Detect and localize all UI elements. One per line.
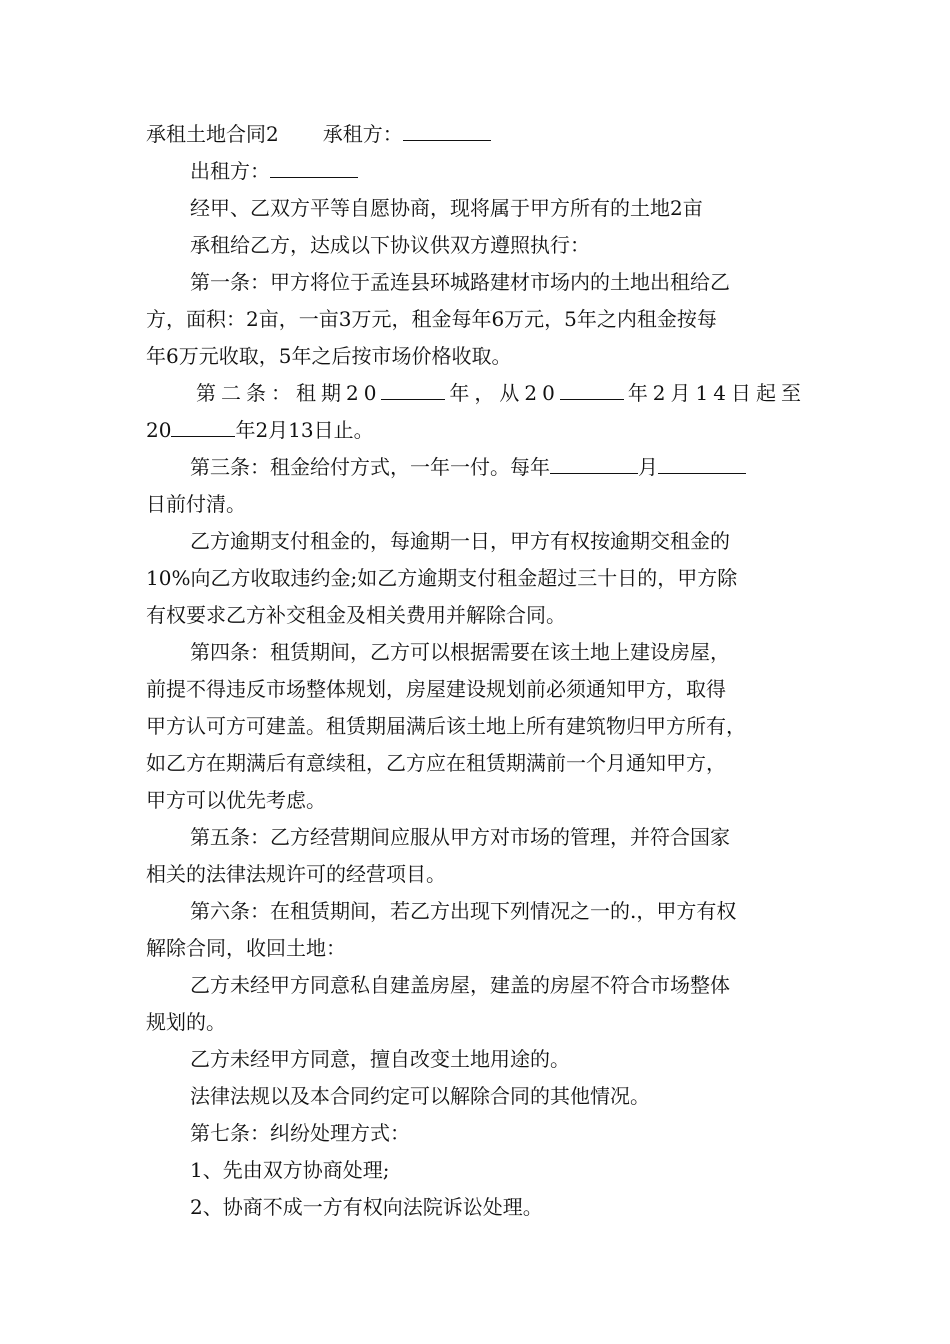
lessee-label: 承租方： <box>322 122 403 146</box>
article-2-part-a: 第二条：租期20 <box>196 375 445 412</box>
lessee-blank <box>403 118 491 141</box>
article-1-line-3: 年6万元收取，5年之后按市场价格收取。 <box>146 344 512 368</box>
article-7: 第七条：纠纷处理方式： <box>190 1121 410 1145</box>
payment-month-blank <box>550 451 638 474</box>
payment-text: 第三条：租金给付方式，一年一付。每年 <box>190 455 550 479</box>
condition-1-line-2: 规划的。 <box>146 1010 226 1034</box>
payment-day-blank <box>658 451 746 474</box>
article-3-line-2: 日前付清。 <box>146 492 246 516</box>
document-title: 承租土地合同2 <box>146 122 279 146</box>
article-4-line-4: 如乙方在期满后有意续租，乙方应在租赁期满前一个月通知甲方， <box>146 751 726 775</box>
article-4-line-2: 前提不得违反市场整体规划，房屋建设规划前必须通知甲方，取得 <box>146 677 726 701</box>
end-date-text: 年2月13日止。 <box>235 418 374 442</box>
article-1-line-2: 方，面积：2亩，一亩3万元，租金每年6万元，5年之内租金按每 <box>146 307 717 331</box>
lessor-blank <box>270 155 358 178</box>
contract-document <box>146 116 820 1226</box>
lessor-label: 出租方： <box>190 159 270 183</box>
article-6-line-2: 解除合同，收回土地： <box>146 936 346 960</box>
lease-years-blank <box>381 377 445 400</box>
article-4-line-5: 甲方可以优先考虑。 <box>146 788 326 812</box>
late-payment-line-3: 有权要求乙方补交租金及相关费用并解除合同。 <box>146 603 566 627</box>
lessor-line <box>146 153 820 190</box>
late-payment-line-2: 10%向乙方收取违约金;如乙方逾期支付租金超过三十日的，甲方除 <box>146 566 738 590</box>
end-year-blank <box>171 414 235 437</box>
article-1-line-1: 第一条：甲方将位于孟连县环城路建材市场内的土地出租给乙 <box>190 270 730 294</box>
condition-3: 法律法规以及本合同约定可以解除合同的其他情况。 <box>190 1084 650 1108</box>
condition-2: 乙方未经甲方同意，擅自改变土地用途的。 <box>190 1047 570 1071</box>
article-7-item-2: 2、协商不成一方有权向法院诉讼处理。 <box>190 1195 543 1219</box>
article-5-line-1: 第五条：乙方经营期间应服从甲方对市场的管理，并符合国家 <box>190 825 730 849</box>
month-label: 月 <box>638 455 658 479</box>
article-4-line-3: 甲方认可方可建盖。租赁期届满后该土地上所有建筑物归甲方所有， <box>146 714 746 738</box>
article-7-item-1: 1、先由双方协商处理; <box>190 1158 390 1182</box>
article-2-line-2 <box>146 412 820 449</box>
article-2-line-1 <box>146 375 820 412</box>
intro-line-2: 承租给乙方，达成以下协议供双方遵照执行： <box>190 233 590 257</box>
late-payment-line-1: 乙方逾期支付租金的，每逾期一日，甲方有权按逾期交租金的 <box>190 529 730 553</box>
intro-line-1: 经甲、乙双方平等自愿协商，现将属于甲方所有的土地2亩 <box>190 196 703 220</box>
title-line <box>146 116 820 153</box>
article-4-line-1: 第四条：租赁期间，乙方可以根据需要在该土地上建设房屋， <box>190 640 730 664</box>
article-3-line-1 <box>146 449 820 486</box>
article-2-part-b: 年，从20 <box>449 375 623 412</box>
end-year-prefix: 20 <box>146 418 172 442</box>
condition-1-line-1: 乙方未经甲方同意私自建盖房屋，建盖的房屋不符合市场整体 <box>190 973 730 997</box>
article-6-line-1: 第六条：在租赁期间，若乙方出现下列情况之一的.，甲方有权 <box>190 899 737 923</box>
start-year-blank <box>560 377 624 400</box>
article-5-line-2: 相关的法律法规许可的经营项目。 <box>146 862 446 886</box>
article-2-part-c: 年2月14日起至 <box>627 381 806 405</box>
